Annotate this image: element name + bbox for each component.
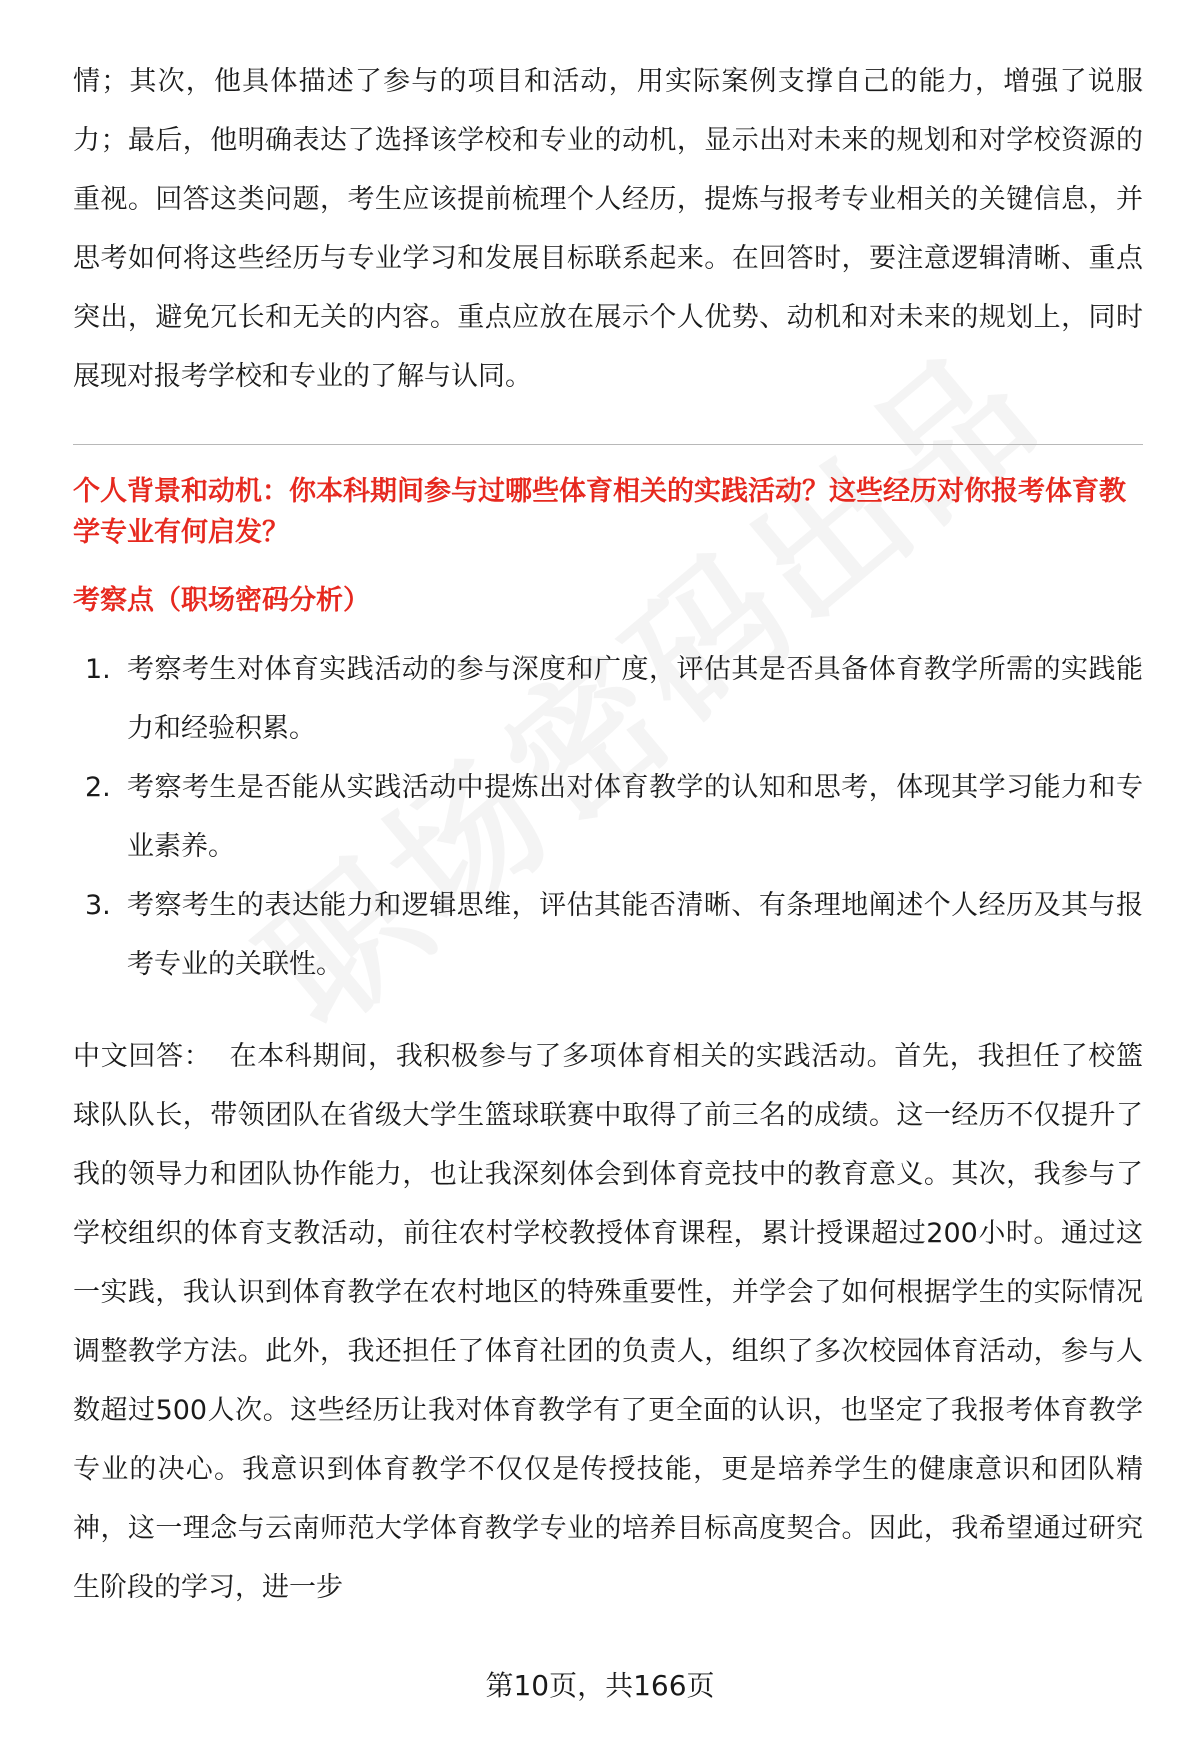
document-page bbox=[73, 52, 1143, 1617]
list-item-number: 1. bbox=[85, 654, 111, 685]
list-item-text: 考察考生对体育实践活动的参与深度和广度，评估其是否具备体育教学所需的实践能力和经验积累。 bbox=[127, 654, 1143, 744]
list-item-text: 考察考生的表达能力和逻辑思维，评估其能否清晰、有条理地阐述个人经历及其与报考专业的关联性。 bbox=[127, 890, 1143, 980]
answer-paragraph bbox=[73, 1027, 1143, 1617]
page-number-footer: 第10页，共166页 bbox=[485, 1669, 715, 1702]
answer-label: 中文回答： bbox=[73, 1041, 212, 1072]
assessment-points-list bbox=[73, 640, 1143, 994]
list-item bbox=[73, 640, 1143, 758]
section-divider bbox=[73, 444, 1143, 445]
answer-text: 在本科期间，我积极参与了多项体育相关的实践活动。首先，我担任了校篮球队队长，带领团队在省级大学生篮球联赛中取得了前三名的成绩。这一经历不仅提升了我的领导力和团队协作能力，也让我深刻体会到体育竞技中的教育意义。其次，我参与了学校组织的体育支教活动，前往农村学校教授体育课程，累计授课超过200小时。通过这一实践，我认识到体育教学在农村地区的特殊重要性，并学会了如何根据学生的实际情况调整教学方法。此外，我还担任了体育社团的负责人，组织了多次校园体育活动，参与人数超过500人次。这些经历让我对体育教学有了更全面的认识，也坚定了我报考体育教学专业的决心。我意识到体育教学不仅仅是传授技能，更是培养学生的健康意识和团队精神，这一理念与云南师范大学体育教学专业的培养目标高度契合。因此，我希望通过研究生阶段的学习，进一步 bbox=[73, 1041, 1144, 1603]
question-heading: 个人背景和动机：你本科期间参与过哪些体育相关的实践活动？这些经历对你报考体育教学专业有何启发？ bbox=[73, 476, 1126, 548]
list-item-number: 3. bbox=[85, 890, 111, 921]
list-item bbox=[73, 876, 1143, 994]
assessment-points-heading: 考察点（职场密码分析） bbox=[73, 585, 370, 616]
list-item-text: 考察考生是否能从实践活动中提炼出对体育教学的认知和思考，体现其学习能力和专业素养。 bbox=[127, 772, 1143, 862]
list-item-number: 2. bbox=[85, 772, 111, 803]
list-item bbox=[73, 758, 1143, 876]
intro-paragraph: 情；其次，他具体描述了参与的项目和活动，用实际案例支撑自己的能力，增强了说服力；最后，他明确表达了选择该学校和专业的动机，显示出对未来的规划和对学校资源的重视。回答这类问题，考生应该提前梳理个人经历，提炼与报考专业相关的关键信息，并思考如何将这些经历与专业学习和发展目标联系起来。在回答时，要注意逻辑清晰、重点突出，避免冗长和无关的内容。重点应放在展示个人优势、动机和对未来的规划上，同时展现对报考学校和专业的了解与认同。 bbox=[73, 66, 1143, 392]
